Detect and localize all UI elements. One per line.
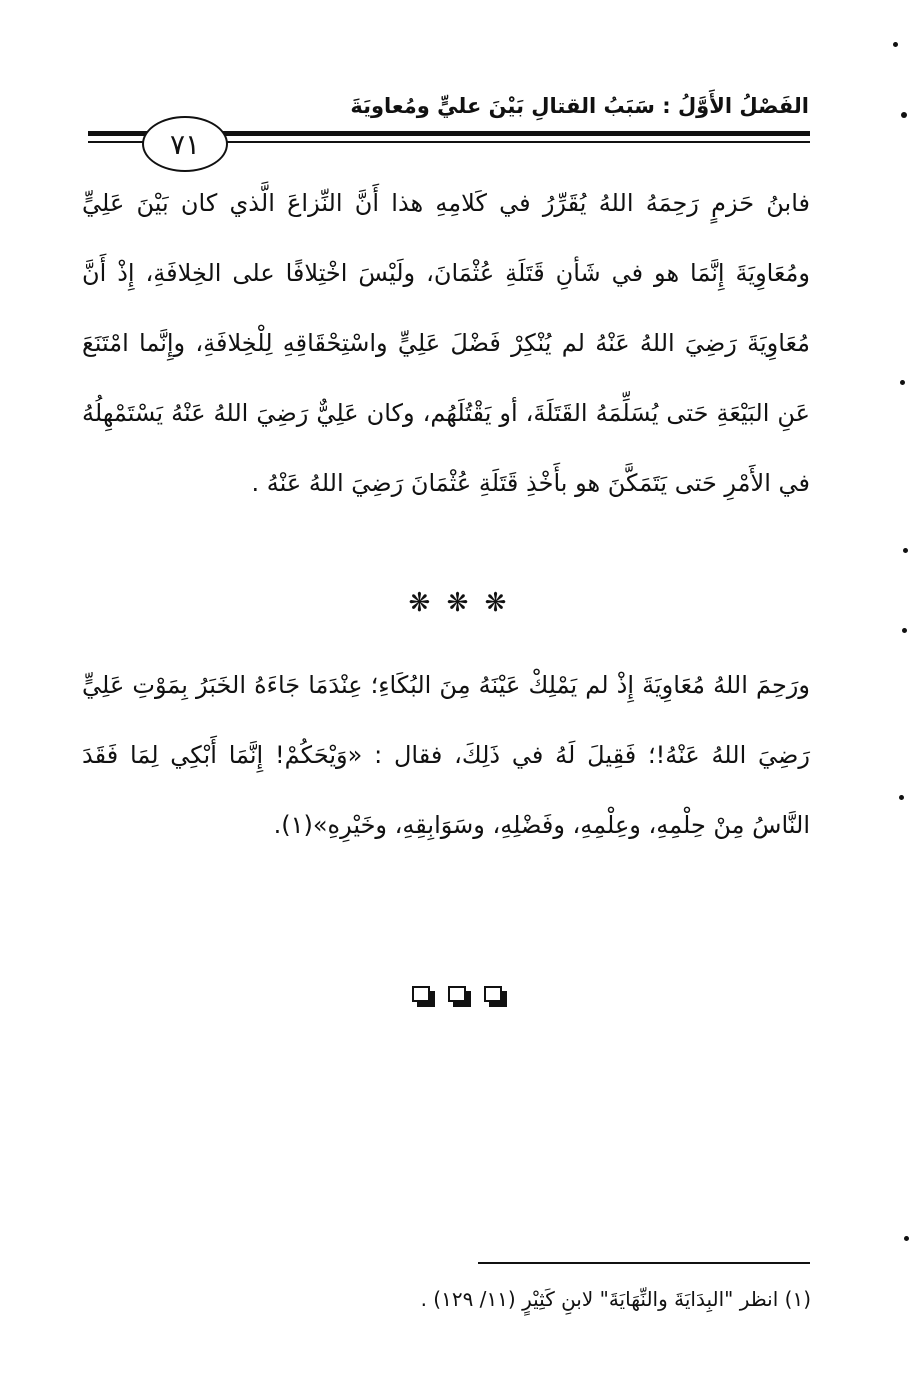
chapter-end-ornament	[412, 986, 508, 1008]
square-ornament-icon	[484, 986, 508, 1008]
scan-speck	[900, 380, 905, 385]
footnote-rule	[478, 1262, 810, 1264]
square-ornament-icon	[412, 986, 436, 1008]
scan-speck	[902, 628, 907, 633]
footnote: (١) انظر "البِدَايَةَ والنِّهَايَةَ" لابنِ كَثِيْرٍ (١١/ ١٢٩) .	[420, 1287, 811, 1311]
running-header: الفَصْلُ الأَوَّلُ : سَبَبُ القتالِ بَيْنَ عليٍّ ومُعاويَةَ	[350, 94, 809, 118]
scan-speck	[903, 548, 908, 553]
section-separator: ❋ ❋ ❋	[408, 588, 511, 618]
body-paragraph-2: ورَحِمَ اللهُ مُعَاوِيَةَ إِذْ لم يَمْلِكْ عَيْنَهُ مِنَ البُكَاءِ؛ عِنْدَمَا جَاءَهُ الخَبَرُ بِمَوْتِ عَلِيٍّ رَضِيَ اللهُ عَنْهُ!؛ فَقِيلَ لَهُ في ذَلِكَ، فقال : «وَيْحَكُمْ! إِنَّمَا أَبْكِي لِمَا فَقَدَ النَّاسُ مِنْ حِلْمِهِ، وعِلْمِهِ، وفَضْلِهِ، وسَوَابِقِهِ، وخَيْرِهِ»(١).	[82, 671, 810, 839]
scan-speck	[893, 42, 898, 47]
square-ornament-icon	[448, 986, 472, 1008]
page-number: ٧١	[142, 116, 228, 172]
scan-speck	[899, 795, 904, 800]
scan-speck	[904, 1236, 909, 1241]
body-paragraph-1: فابنُ حَزمٍ رَحِمَهُ اللهُ يُقَرِّرُ في كَلامِهِ هذا أَنَّ النِّزاعَ الَّذي كان بَيْنَ عَلِيٍّ ومُعَاوِيَةَ إِنَّمَا هو في شَأنِ قَتَلَةِ عُثْمَانَ، ولَيْسَ اخْتِلافًا على الخِلافَةِ، إِذْ أَنَّ مُعَاوِيَةَ رَضِيَ اللهُ عَنْهُ لم يُنْكِرْ فَضْلَ عَلِيٍّ واسْتِحْقَاقِهِ لِلْخِلافَةِ، وإِنَّما امْتَنَعَ عَنِ البَيْعَةِ حَتى يُسَلِّمَهُ القَتَلَةَ، أو يَقْتُلَهُم، وكان عَلِيٌّ رَضِيَ اللهُ عَنْهُ يَسْتَمْهِلُهُ في الأَمْرِ حَتى يَتَمَكَّنَ هو بأَخْذِ قَتَلَةِ عُثْمَانَ رَضِيَ اللهُ عَنْهُ .	[82, 189, 810, 497]
scan-speck	[901, 112, 907, 118]
